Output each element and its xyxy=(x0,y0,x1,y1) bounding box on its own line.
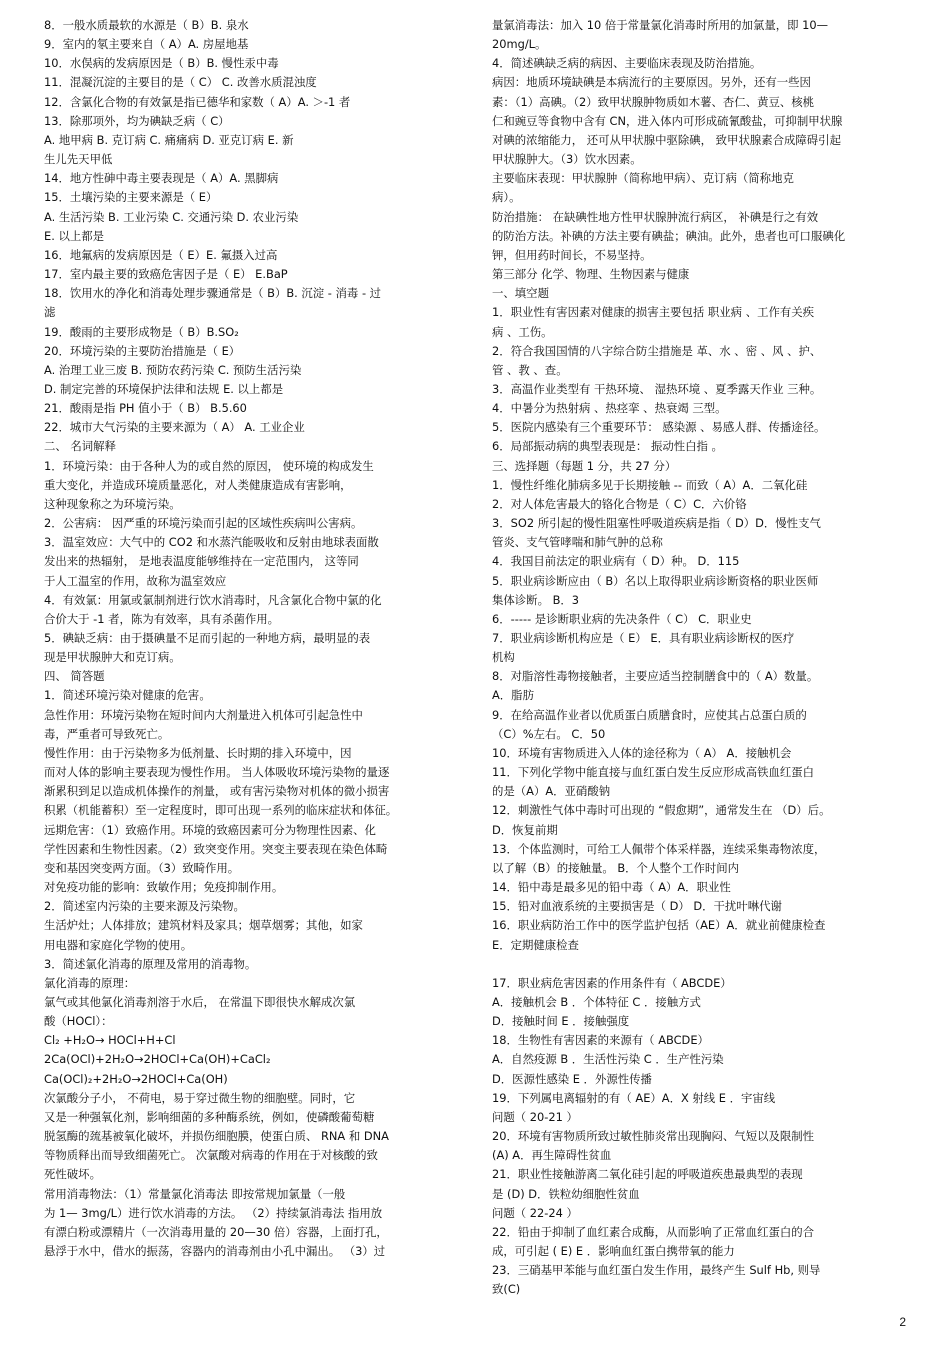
left-column-line: 15．土壤污染的主要来源是（ E） xyxy=(44,190,218,205)
left-column-line: 20．环境污染的主要防治措施是（ E） xyxy=(44,343,241,358)
right-column-line: 5．职业病诊断应由（ B）名以上取得职业病诊断资格的职业医师 xyxy=(492,573,819,588)
left-column-line: 远期危害：（1）致癌作用。环境的致癌因素可分为物理性因素、化 xyxy=(44,822,376,837)
left-column-line: 12．含氯化合物的有效氯是指已德华和家数（ A）A. ＞-1 者 xyxy=(44,94,351,109)
left-column-line: 氯气或其他氯化消毒剂溶于水后， 在常温下即很快水解成次氯 xyxy=(44,994,356,1009)
right-column-line: 21．职业性接触游离二氧化硅引起的呼吸道疾患最典型的表现 xyxy=(492,1167,803,1182)
right-column-line: 主要临床表现：甲状腺肿（简称地甲病）、克订病（简称地克 xyxy=(492,171,794,186)
right-column-line: 7．职业病诊断机构应是（ E） E．具有职业病诊断权的医疗 xyxy=(492,631,795,645)
left-column-line: 1．环境污染：由于各种人为的或自然的原因， 使环境的构成发生 xyxy=(44,458,374,473)
left-column-line: 氯化消毒的原理： xyxy=(44,975,136,990)
left-column-line: 14．地方性砷中毒主要表现是（ A）A. 黑脚病 xyxy=(44,171,279,186)
right-column-line: 13．个体监测时，可给工人佩带个体采样器，连续采集毒物浓度， xyxy=(492,841,826,856)
right-column-line: D．接触时间 E ．接触强度 xyxy=(492,1014,630,1029)
right-column-line: 9．在给高温作业者以优质蛋白质膳食时，应使其占总蛋白质的 xyxy=(492,707,807,722)
left-column-line: 变和基因突变两方面。（3）致畸作用。 xyxy=(44,860,240,875)
left-column-line: 毒，严重者可导致死亡。 xyxy=(44,726,170,741)
right-column-line: 机构 xyxy=(492,650,515,665)
left-column-line: 这种现象称之为环境污染。 xyxy=(44,496,181,511)
left-column-line: 11．混凝沉淀的主要目的是（ C） C. 改善水质混浊度 xyxy=(44,75,317,90)
left-column-line: 慢性作用：由于污染物多为低剂量、长时期的排入环境中，因 xyxy=(44,745,352,760)
right-column-line: 管炎、支气管哮喘和肺气肿的总称 xyxy=(492,535,663,550)
right-column-line: 甲状腺肿大。（3）饮水因素。 xyxy=(492,152,642,167)
left-column-line: 用电器和家庭化学物的使用。 xyxy=(44,937,193,952)
right-column-line: 14．铅中毒是最多见的铅中毒（ A）A．职业性 xyxy=(492,880,731,895)
right-column-line: 钾，但用药时间长，不易坚持。 xyxy=(492,247,652,262)
left-column-line: 8．一般水质最软的水源是（ B）B. 泉水 xyxy=(44,18,249,32)
right-column-line: 8．对脂溶性毒物接触者，主要应适当控制膳食中的（ A）数量。 xyxy=(492,669,819,684)
right-column-line: 防治措施： 在缺碘性地方性甲状腺肿流行病区， 补碘是行之有效 xyxy=(492,209,819,224)
right-column-line: 6．----- 是诊断职业病的先决条件（ C） C．职业史 xyxy=(492,611,752,626)
right-column-line: 素：（1）高碘。（2）致甲状腺肿物质如木薯、杏仁、黄豆、核桃 xyxy=(492,94,815,109)
right-column-line: 20mg/L。 xyxy=(492,37,547,52)
right-column-line: 的是（A）A．亚硝酸钠 xyxy=(492,784,611,799)
right-column-line: 3．高温作业类型有 干热环境、 湿热环境 、夏季露天作业 三种。 xyxy=(492,381,822,396)
right-column-line: 2．对人体危害最大的铬化合物是（ C）C．六价铬 xyxy=(492,496,747,511)
left-column-line: 于人工温室的作用，故称为温室效应 xyxy=(44,573,227,588)
right-column-line: 1．职业性有害因素对健康的损害主要包括 职业病 、工作有关疾 xyxy=(492,305,815,320)
left-column-line: 22．城市大气污染的主要来源为（ A） A. 工业企业 xyxy=(44,420,305,435)
left-column-line: Cl₂ +H₂O→ HOCl+H+Cl xyxy=(44,1033,176,1048)
right-column-line: A．脂肪 xyxy=(492,688,534,703)
left-column-line: 16．地氟病的发病原因是（ E）E. 氟摄入过高 xyxy=(44,247,278,262)
left-column-line: 四、 简答题 xyxy=(44,669,105,684)
right-column-line: 18．生物性有害因素的来源有（ ABCDE） xyxy=(492,1033,709,1048)
right-column xyxy=(492,16,912,1299)
left-column-line: A. 治理工业三废 B. 预防农药污染 C. 预防生活污染 xyxy=(44,362,302,377)
right-column-line: A．接触机会 B ．个体特征 C ．接触方式 xyxy=(492,994,701,1009)
left-column-line: 合价大于 -1 者，陈为有效率，具有杀菌作用。 xyxy=(44,611,280,626)
right-column-line: 10．环境有害物质进入人体的途径称为（ A） A．接触机会 xyxy=(492,745,792,760)
left-column-line: 有漂白粉或漂精片（一次消毒用量的 20—30 倍）容器，上面打孔， xyxy=(44,1224,388,1239)
left-column-line: 2．公害病： 因严重的环境污染而引起的区域性疾病叫公害病。 xyxy=(44,516,363,531)
right-column-line: 4．简述碘缺乏病的病因、主要临床表现及防治措施。 xyxy=(492,56,762,71)
left-column-line: 13．除那项外，均为碘缺乏病（ C） xyxy=(44,113,230,128)
left-column-line: 学性因素和生物性因素。（2）致突变作用。突变主要表现在染色体畸 xyxy=(44,841,388,856)
right-column-line: 16．职业病防治工作中的医学监护包括（AE）A．就业前健康检查 xyxy=(492,918,826,933)
right-column-line: 管 、教 、查。 xyxy=(492,362,568,377)
left-column-line: D. 制定完善的环境保护法律和法规 E. 以上都是 xyxy=(44,381,284,396)
right-column-line: 22．铅由于抑制了血红素合成酶，从而影响了正常血红蛋白的合 xyxy=(492,1224,815,1239)
right-column-line: 6．局部振动病的典型表现是： 振动性白指 。 xyxy=(492,439,723,454)
right-column-line: 15．铅对血液系统的主要损害是（ D） D．干扰叶啉代谢 xyxy=(492,899,782,914)
right-column-line: 12．刺激性气体中毒时可出现的 “假愈期”，通常发生在 （D）后。 xyxy=(492,803,831,818)
left-column-line: 2．简述室内污染的主要来源及污染物。 xyxy=(44,899,245,914)
left-column-line: 次氯酸分子小， 不荷电，易于穿过微生物的细胞壁。同时，它 xyxy=(44,1090,356,1105)
right-column-line: 17．职业病危害因素的作用条件有（ ABCDE） xyxy=(492,975,732,990)
right-column-line: 23．三硝基甲苯能与血红蛋白发生作用，最终产生 Sulf Hb, 则导 xyxy=(492,1263,821,1278)
right-column-line: 病）。 xyxy=(492,190,521,205)
left-column-line: 对免疫功能的影响：致敏作用；免疫抑制作用。 xyxy=(44,880,284,895)
right-column-line: 集体诊断。 B．3 xyxy=(492,592,580,607)
left-column-line: 18．饮用水的净化和消毒处理步骤通常是（ B）B. 沉淀 - 消毒 - 过 xyxy=(44,286,382,301)
left-column xyxy=(44,16,462,1261)
right-column-line: 问题（ 20-21 ） xyxy=(492,1109,578,1124)
right-column-line: 2．符合我国国情的八字综合防尘措施是 革、水 、密 、风 、护、 xyxy=(492,343,822,358)
left-column-line: 生活炉灶；人体排放；建筑材料及家具；烟草烟雾；其他，如家 xyxy=(44,918,363,933)
right-column-line: 1．慢性纤维化肺病多见于长期接触 -- 而致（ A）A．二氧化硅 xyxy=(492,477,808,492)
right-column-line: 4．中暑分为热射病 、热痉挛 、热衰竭 三型。 xyxy=(492,401,727,416)
right-column-line: 量氯消毒法：加入 10 倍于常量氯化消毒时所用的加氯量，即 10— xyxy=(492,18,829,32)
left-column-line: 常用消毒物法：（1）常量氯化消毒法 即按常规加氯量（一般 xyxy=(44,1186,346,1201)
left-column-line: 4．有效氯：用氯或氯制剂进行饮水消毒时，凡含氯化合物中氯的化 xyxy=(44,592,382,607)
left-column-line: 生儿先天甲低 xyxy=(44,152,113,167)
right-column-line xyxy=(492,955,912,974)
right-column-line: 病 、工伤。 xyxy=(492,324,553,339)
page-number: 2 xyxy=(899,1315,906,1329)
right-column-line: D．医源性感染 E ．外源性传播 xyxy=(492,1071,652,1086)
left-column-line: 滤 xyxy=(44,305,56,320)
right-column-line: A．自然疫源 B ．生活性污染 C ．生产性污染 xyxy=(492,1052,724,1067)
left-column-line: 积累（机能蓄积）至一定程度时，即可出现一系列的临床症状和体征。 xyxy=(44,803,398,818)
left-column-line: 脱氢酶的巯基被氧化破坏，并损伤细胞膜，使蛋白质、 RNA 和 DNA xyxy=(44,1129,389,1144)
left-column-line: 二、 名词解释 xyxy=(44,439,116,454)
right-column-line: 病因：地质环境缺碘是本病流行的主要原因。另外，还有一些因 xyxy=(492,75,811,90)
left-column-line: 现是甲状腺肿大和克订病。 xyxy=(44,650,181,665)
right-column-line: 20．环境有害物质所致过敏性肺炎常出现胸闷、气短以及限制性 xyxy=(492,1129,815,1144)
left-column-line: A. 生活污染 B. 工业污染 C. 交通污染 D. 农业污染 xyxy=(44,209,299,224)
right-column-line: 是 (D) D．铁粒幼细胞性贫血 xyxy=(492,1186,640,1201)
left-column-line: 5．碘缺乏病：由于摄碘量不足而引起的一种地方病，最明显的表 xyxy=(44,631,371,645)
left-column-line: A. 地甲病 B. 克订病 C. 痛痛病 D. 亚克订病 E. 新 xyxy=(44,132,294,147)
left-column-line: 1．简述环境污染对健康的危害。 xyxy=(44,688,211,703)
right-column-line: 第三部分 化学、物理、生物因素与健康 xyxy=(492,267,690,282)
right-column-line: 11．下列化学物中能直接与血红蛋白发生反应形成高铁血红蛋白 xyxy=(492,765,815,780)
left-column-line: 悬浮于水中，借水的振荡，容器内的消毒剂由小孔中漏出。 （3）过 xyxy=(44,1244,386,1258)
right-column-line: 仁和豌豆等食物中含有 CN，进入体内可形成硫氰酸盐，可抑制甲状腺 xyxy=(492,113,843,128)
left-column-line: 2Ca(OCl)+2H₂O→2HOCl+Ca(OH)+CaCl₂ xyxy=(44,1052,271,1067)
left-column-line: 21．酸雨是指 PH 值小于（ B） B.5.60 xyxy=(44,401,247,416)
left-column-line: 急性作用：环境污染物在短时间内大剂量进入机体可引起急性中 xyxy=(44,707,363,722)
left-column-line: 重大变化，并造成环境质量恶化，对人类健康造成有害影响， xyxy=(44,477,352,492)
left-column-line: 17．室内最主要的致癌危害因子是（ E） E.BaP xyxy=(44,267,288,282)
right-column-line: 问题（ 22-24 ） xyxy=(492,1205,578,1220)
left-column-line: 而对人体的影响主要表现为慢性作用。 当人体吸收环境污染物的量逐 xyxy=(44,765,390,780)
left-column-line: 为 1— 3mg/L）进行饮水消毒的方法。 （2）持续氯消毒法 指用放 xyxy=(44,1205,383,1220)
right-column-line: 成，可引起 ( E) E ．影响血红蛋白携带氧的能力 xyxy=(492,1244,735,1258)
right-column-line: 一、填空题 xyxy=(492,286,549,301)
right-column-line: (A) A．再生障碍性贫血 xyxy=(492,1148,612,1163)
left-column-line: 又是一种强氧化剂，影响细菌的多种酶系统，例如，使磷酸葡萄糖 xyxy=(44,1109,375,1124)
left-column-line: 9．室内的氡主要来自（ A）A. 房屋地基 xyxy=(44,37,249,52)
left-column-line: 渐累积到足以造成机体操作的剂量， 或有害污染物对机体的微小损害 xyxy=(44,784,390,799)
left-column-line: 等物质释出而导致细菌死亡。 次氯酸对病毒的作用在于对核酸的致 xyxy=(44,1148,378,1163)
left-column-line: 发出来的热辐射， 是地表温度能够维持在一定范围内， 这等同 xyxy=(44,554,359,569)
left-column-line: 死性破坏。 xyxy=(44,1167,101,1182)
right-column-line: 5．医院内感染有三个重要环节： 感染源 、易感人群、传播途径。 xyxy=(492,420,826,435)
left-column-line: 3．简述氯化消毒的原理及常用的消毒物。 xyxy=(44,956,257,971)
left-column-line: 19．酸雨的主要形成物是（ B）B.SO₂ xyxy=(44,324,239,339)
right-column-line: 19．下列属电离辐射的有（ AE）A．X 射线 E ．宇宙线 xyxy=(492,1090,776,1105)
right-column-line: 以了解（B）的接触量。 B．个人整个工作时间内 xyxy=(492,860,740,875)
left-column-line: 10．水俣病的发病原因是（ B）B. 慢性汞中毒 xyxy=(44,56,279,71)
left-column-line: E. 以上都是 xyxy=(44,228,105,243)
right-column-line: 3．SO2 所引起的慢性阻塞性呼吸道疾病是指（ D）D．慢性支气 xyxy=(492,516,821,531)
right-column-line: 的防治方法。补碘的方法主要有碘盐；碘油。此外，患者也可口服碘化 xyxy=(492,228,846,243)
right-column-line: D．恢复前期 xyxy=(492,822,558,837)
left-column-line: 酸（HOCl）： xyxy=(44,1014,113,1029)
left-column-line: 3．温室效应：大气中的 CO2 和水蒸汽能吸收和反射由地球表面散 xyxy=(44,535,379,550)
right-column-line: 三、选择题（每题 1 分，共 27 分） xyxy=(492,458,677,473)
right-column-line: E．定期健康检查 xyxy=(492,937,579,952)
right-column-line: 对碘的浓缩能力， 还可从甲状腺中驱除碘， 致甲状腺素合成障碍引起 xyxy=(492,132,841,147)
right-column-line: 致(C) xyxy=(492,1282,521,1297)
right-column-line: （C）%左右。 C．50 xyxy=(492,726,606,741)
left-column-line: Ca(OCl)₂+2H₂O→2HOCl+Ca(OH) xyxy=(44,1071,228,1086)
right-column-line: 4．我国目前法定的职业病有（ D）种。 D．115 xyxy=(492,554,740,569)
